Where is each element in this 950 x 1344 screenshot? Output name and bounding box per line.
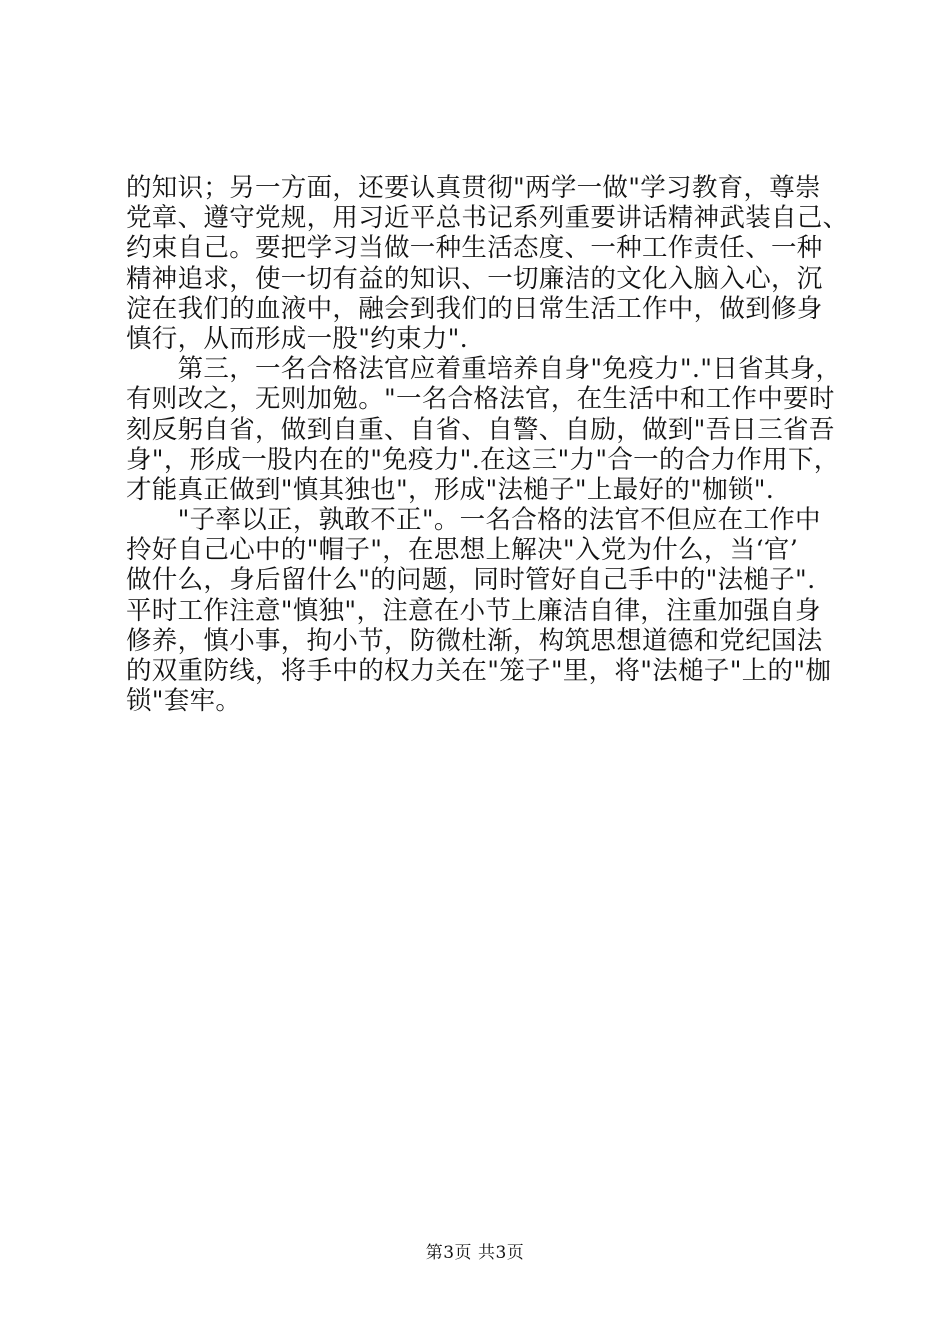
text-line: 做什么，身后留什么"的问题，同时管好自己手中的"法槌子". [126,565,816,596]
body-text [126,173,849,717]
text-line: 党章、遵守党规，用习近平总书记系列重要讲话精神武装自己、 [126,203,849,234]
text-line: 身"，形成一股内在的"免疫力".在这三"力"合一的合力作用下， [126,444,840,475]
text-line: 才能真正做到"慎其独也"，形成"法槌子"上最好的"枷锁". [126,474,775,505]
text-line: 刻反躬自省，做到自重、自省、自警、自励，做到"吾日三省吾 [126,414,835,445]
text-line: 第三，一名合格法官应着重培养自身"免疫力"."日省其身， [126,354,842,385]
text-line: 拎好自己心中的"帽子"，在思想上解决"入党为什么，当‘官’ [126,535,799,566]
text-line: 锁"套牢。 [126,686,242,717]
text-line: "子率以正，孰敢不正"。一名合格的法官不但应在工作中 [126,505,821,536]
text-line: 慎行，从而形成一股"约束力". [126,323,469,354]
text-line: 平时工作注意"慎独"，注意在小节上廉洁自律，注重加强自身 [126,595,821,626]
text-line: 的知识；另一方面，还要认真贯彻"两学一做"学习教育，尊崇 [126,173,821,203]
text-line: 有则改之，无则加勉。"一名合格法官，在生活中和工作中要时 [126,384,835,415]
text-line: 修养，慎小事，拘小节，防微杜渐，构筑思想道德和党纪国法 [126,625,823,656]
text-line: 的双重防线，将手中的权力关在"笼子"里，将"法槌子"上的"枷 [126,656,832,686]
text-line: 精神追求，使一切有益的知识、一切廉洁的文化入脑入心，沉 [126,263,823,294]
text-line: 淀在我们的血液中，融会到我们的日常生活工作中，做到修身 [126,293,823,324]
text-line: 约束自己。要把学习当做一种生活态度、一种工作责任、一种 [126,233,823,264]
page-footer [0,1242,950,1264]
page-number: 第3页 共3页 [425,1243,525,1263]
